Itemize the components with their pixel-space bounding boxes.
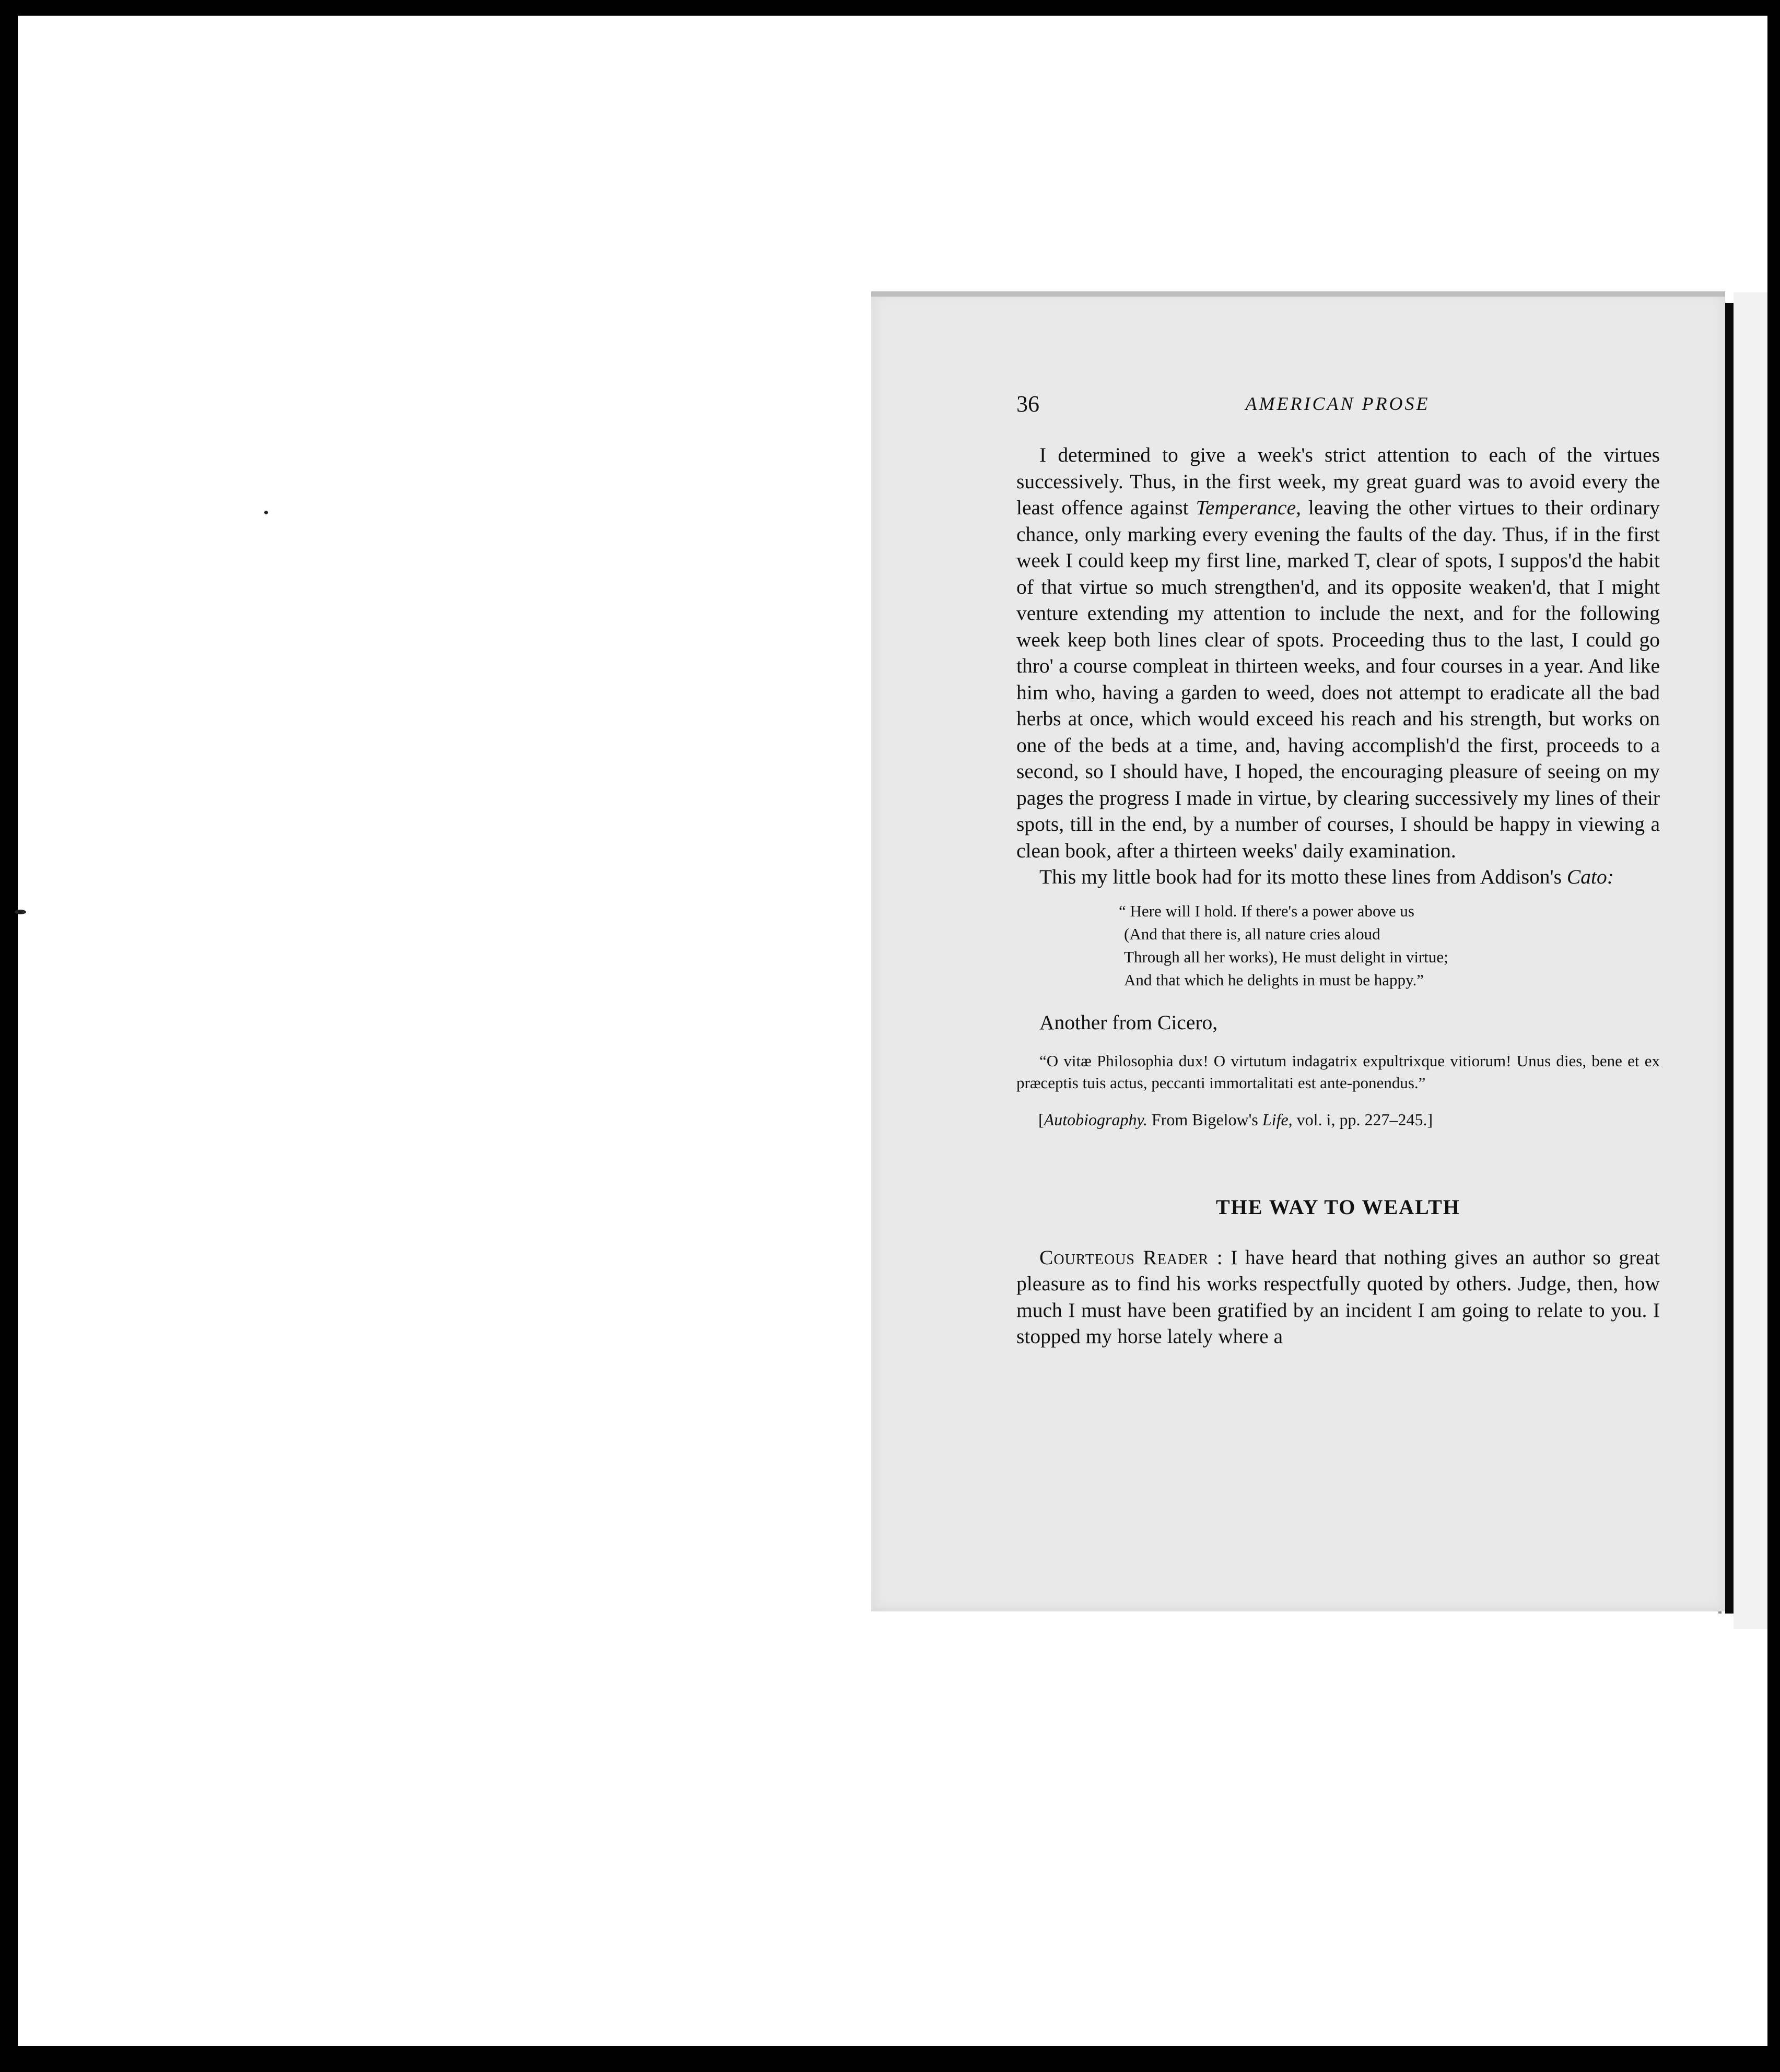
paragraph-text: leaving the other virtues to their ordinary chance, only marking every evening the faults of the day. Thus, if in the first week I could keep my first line, marked T, clear of spots, I suppos'd the habit of that virtue so much strengthen'd, and its opposite weaken'd, that I might venture extending my attention to include the next, and for the following week keep both lines clear of spots. Proceeding thus to the last, I could go thro' a course compleat in thirteen weeks, and four courses in a year. And like him who, having a garden to weed, does not attempt to eradicate all the bad herbs at once, which would exceed his reach and his strength, but works on one of the beds at a time, and, having accomplish'd the first, proceeds to a second, so I should have, I hoped, the encouraging pleasure of seeing on my pages the progress I made in virtue, by clearing successively my lines of their spots, till in the end, by a number of courses, I should be happy in viewing a clean book, after a thirteen weeks' daily examination. (1016, 496, 1660, 862)
paragraph-text: This my little book had for its motto these lines from Addison's (1039, 865, 1562, 888)
salutation: Courteous Reader : (1039, 1245, 1223, 1269)
latin-quote: “O vitæ Philosophia dux! O virtutum indagatrix expultrixque vitiorum! Unus dies, bene et ex præceptis tuis actus, peccanti immortalitati est ante-ponendus.” (1016, 1051, 1660, 1092)
book-page (871, 291, 1725, 1611)
verse-quote (1119, 900, 1660, 992)
citation-bracket: [ (1038, 1110, 1044, 1129)
citation-text: vol. i, pp. 227–245.] (1296, 1110, 1433, 1129)
running-title: AMERICAN PROSE (1245, 393, 1430, 414)
source-citation (1016, 1108, 1660, 1132)
verse-line: Through all her works), He must delight in virtue; (1124, 947, 1448, 966)
dust-speck (264, 511, 268, 514)
dust-speck (15, 910, 26, 914)
book-spine-edge (1725, 303, 1734, 1614)
page-top-edge (871, 291, 1725, 297)
running-head (1016, 391, 1659, 422)
facing-page-edge (1734, 292, 1767, 1629)
page-text (1016, 442, 1660, 1350)
paragraph-text: I have heard that nothing gives an author so great pleasure as to find his works respectfully quoted by others. Judge, then, how much I must have been gratified by an incident I am going to relate to you. I stopped my horse lately where a (1016, 1245, 1660, 1348)
emphasis-cato: Cato: (1566, 865, 1614, 888)
emphasis-temperance: Temperance, (1196, 496, 1301, 519)
scan-border-top (0, 0, 1780, 16)
verse-line: (And that there is, all nature cries aloud (1124, 924, 1380, 943)
paragraph-way-to-wealth (1016, 1244, 1660, 1350)
citation-work: Autobiography. (1044, 1110, 1147, 1129)
verse-line: “ Here will I hold. If there's a power above us (1119, 901, 1414, 920)
page-number: 36 (1016, 391, 1039, 417)
paragraph-text: I determined to give a week's strict attention to each of the virtues successively. Thus, in the first week, my great guard was to avoid every the least offence against (1016, 443, 1660, 519)
another-from-cicero: Another from Cicero, (1039, 1010, 1218, 1034)
paragraph-virtues (1016, 442, 1660, 864)
citation-text: From Bigelow's (1151, 1110, 1258, 1129)
scan-border-bottom (0, 2046, 1780, 2072)
paragraph-motto (1016, 864, 1660, 890)
scan-border-left (0, 0, 18, 2072)
section-title: THE WAY TO WEALTH (1216, 1195, 1460, 1219)
citation-title: Life, (1262, 1110, 1293, 1129)
scan-border-right (1767, 0, 1780, 2072)
verse-line: And that which he delights in must be happy.” (1124, 970, 1424, 989)
